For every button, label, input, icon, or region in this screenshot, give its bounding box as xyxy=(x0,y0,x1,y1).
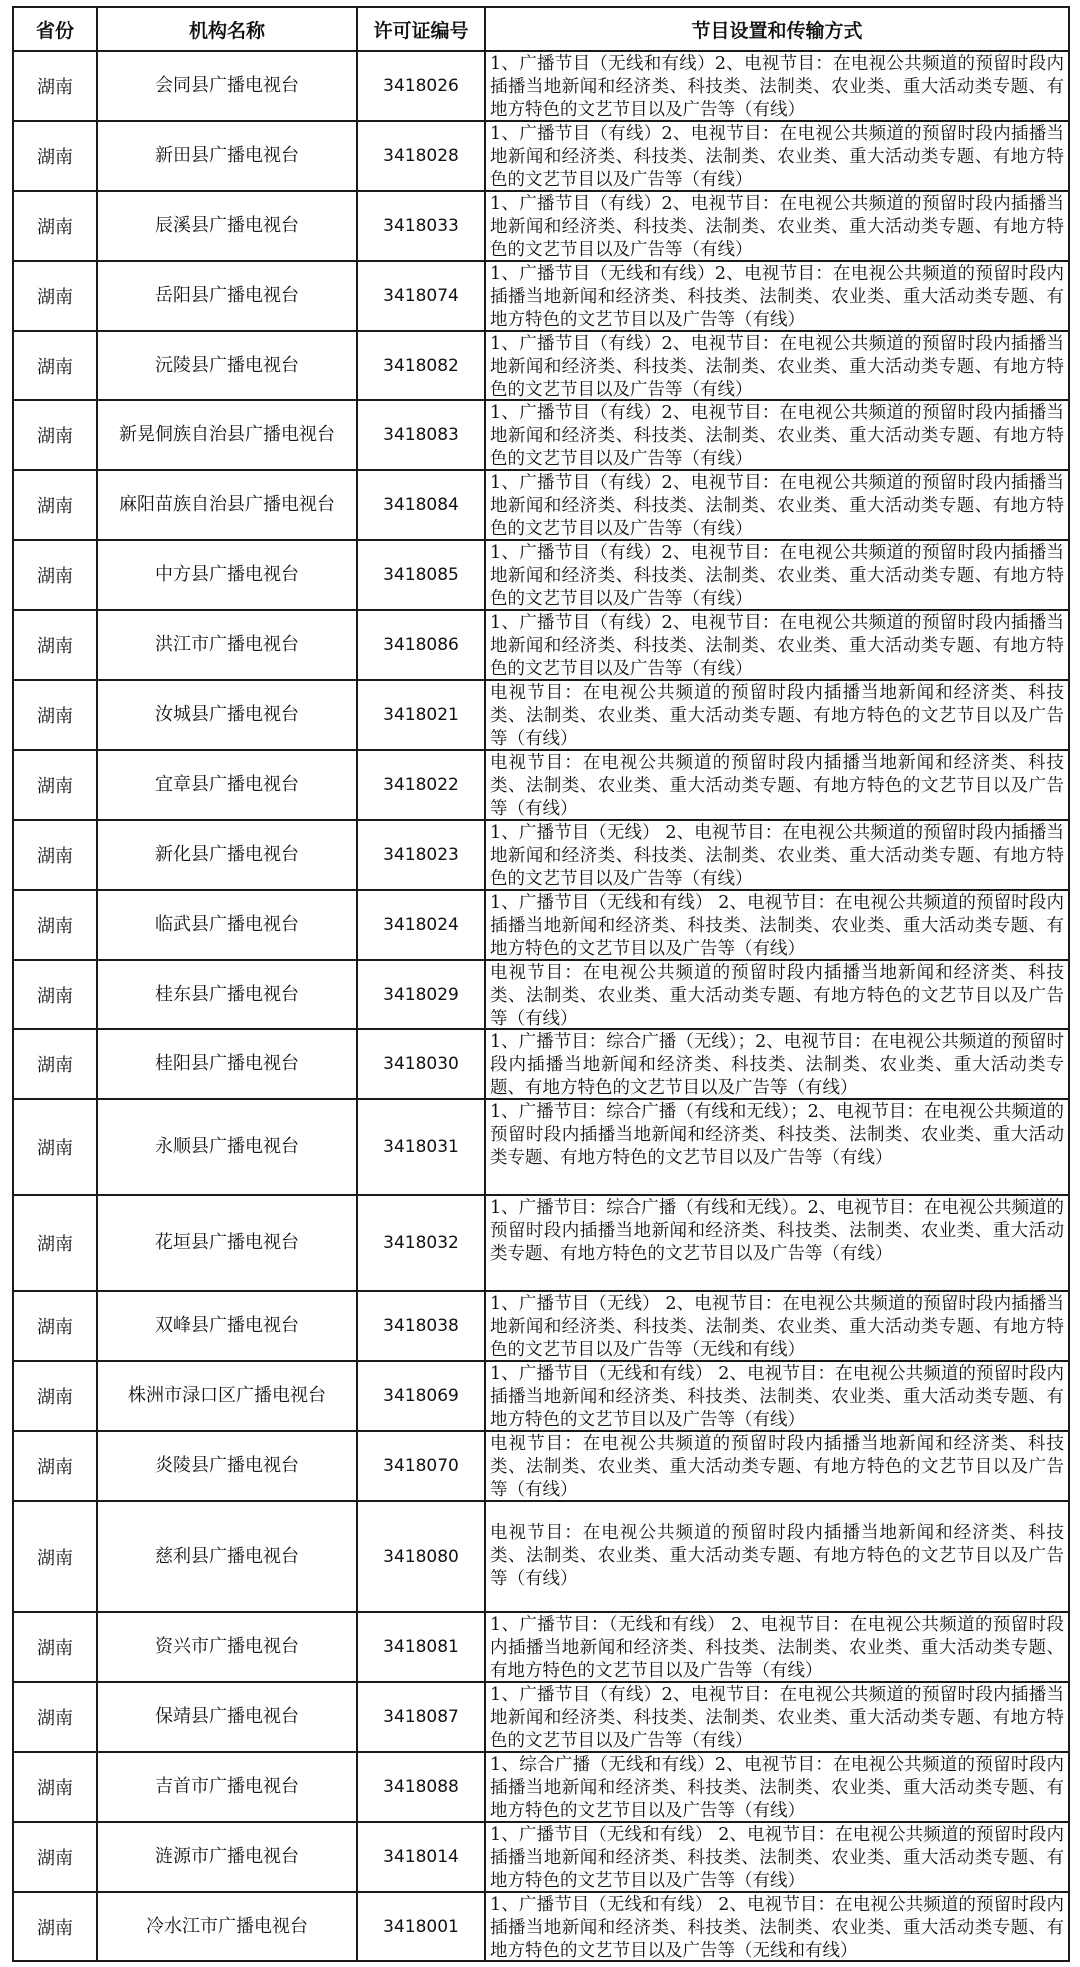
cell-program xyxy=(485,1291,1069,1361)
cell-org-name: 洪江市广播电视台 xyxy=(97,610,357,680)
program-text: 1、广播节目：综合广播（无线）；2、电视节目：在电视公共频道的预留时段内插播当地新闻和经济类、科技类、法制类、农业类、重大活动类专题、有地方特色的文艺节目以及广告等（有线） xyxy=(490,1032,1064,1098)
cell-program xyxy=(485,680,1069,750)
cell-program xyxy=(485,261,1069,331)
cell-program xyxy=(485,400,1069,470)
cell-program xyxy=(485,331,1069,401)
cell-program xyxy=(485,470,1069,540)
table-row xyxy=(13,1431,1069,1501)
cell-license-no: 3418070 xyxy=(357,1431,485,1501)
program-text: 1、广播节目（无线） 2、电视节目：在电视公共频道的预留时段内插播当地新闻和经济类、科技类、法制类、农业类、重大活动类专题、有地方特色的文艺节目以及广告等（有线） xyxy=(490,822,1064,888)
cell-org-name: 涟源市广播电视台 xyxy=(97,1822,357,1892)
cell-org-name: 桂阳县广播电视台 xyxy=(97,1029,357,1099)
cell-org-name: 资兴市广播电视台 xyxy=(97,1612,357,1682)
cell-province: 湖南 xyxy=(13,1431,97,1501)
cell-province: 湖南 xyxy=(13,890,97,960)
cell-program xyxy=(485,1501,1069,1612)
table-row xyxy=(13,1682,1069,1752)
table-row xyxy=(13,1029,1069,1099)
cell-program xyxy=(485,750,1069,820)
program-text: 1、广播节目（有线）2、电视节目：在电视公共频道的预留时段内插播当地新闻和经济类、科技类、法制类、农业类、重大活动类专题、有地方特色的文艺节目以及广告等（有线） xyxy=(490,333,1064,399)
cell-org-name: 中方县广播电视台 xyxy=(97,540,357,610)
cell-license-no: 3418026 xyxy=(357,51,485,121)
cell-province: 湖南 xyxy=(13,1029,97,1099)
program-text: 电视节目：在电视公共频道的预留时段内插播当地新闻和经济类、科技类、法制类、农业类、重大活动类专题、有地方特色的文艺节目以及广告等（有线） xyxy=(490,752,1064,818)
cell-org-name: 双峰县广播电视台 xyxy=(97,1291,357,1361)
table-row xyxy=(13,750,1069,820)
cell-program xyxy=(485,1682,1069,1752)
license-table-sheet xyxy=(12,6,1068,1962)
program-text: 1、广播节目（有线）2、电视节目：在电视公共频道的预留时段内插播当地新闻和经济类、科技类、法制类、农业类、重大活动类专题、有地方特色的文艺节目以及广告等（有线） xyxy=(490,403,1064,469)
table-row xyxy=(13,1752,1069,1822)
program-text: 1、广播节目：综合广播（有线和无线）。2、电视节目：在电视公共频道的预留时段内插播当地新闻和经济类、科技类、法制类、农业类、重大活动类专题、有地方特色的文艺节目以及广告等（有线） xyxy=(490,1198,1064,1265)
program-text: 电视节目：在电视公共频道的预留时段内插播当地新闻和经济类、科技类、法制类、农业类、重大活动类专题、有地方特色的文艺节目以及广告等（有线） xyxy=(490,682,1064,748)
table-row xyxy=(13,1291,1069,1361)
cell-license-no: 3418001 xyxy=(357,1892,485,1962)
cell-license-no: 3418085 xyxy=(357,540,485,610)
cell-license-no: 3418033 xyxy=(357,191,485,261)
program-text: 1、广播节目（有线）2、电视节目：在电视公共频道的预留时段内插播当地新闻和经济类、科技类、法制类、农业类、重大活动类专题、有地方特色的文艺节目以及广告等（有线） xyxy=(490,123,1064,189)
program-text: 电视节目：在电视公共频道的预留时段内插播当地新闻和经济类、科技类、法制类、农业类、重大活动类专题、有地方特色的文艺节目以及广告等（有线） xyxy=(490,1434,1064,1500)
cell-province: 湖南 xyxy=(13,1195,97,1291)
cell-license-no: 3418031 xyxy=(357,1099,485,1195)
license-table xyxy=(12,6,1070,1962)
table-row xyxy=(13,1612,1069,1682)
table-row xyxy=(13,1361,1069,1431)
cell-province: 湖南 xyxy=(13,400,97,470)
program-text: 1、广播节目（有线）2、电视节目：在电视公共频道的预留时段内插播当地新闻和经济类、科技类、法制类、农业类、重大活动类专题、有地方特色的文艺节目以及广告等（有线） xyxy=(490,613,1064,679)
cell-program xyxy=(485,51,1069,121)
cell-program xyxy=(485,960,1069,1030)
cell-org-name: 花垣县广播电视台 xyxy=(97,1195,357,1291)
cell-license-no: 3418029 xyxy=(357,960,485,1030)
table-row xyxy=(13,470,1069,540)
table-row xyxy=(13,1822,1069,1892)
cell-program xyxy=(485,1029,1069,1099)
header-license-no: 许可证编号 xyxy=(357,7,485,51)
program-text: 1、广播节目（无线和有线）2、电视节目：在电视公共频道的预留时段内插播当地新闻和经济类、科技类、法制类、农业类、重大活动类专题、有地方特色的文艺节目以及广告等（有线） xyxy=(490,263,1064,329)
cell-program xyxy=(485,820,1069,890)
cell-license-no: 3418022 xyxy=(357,750,485,820)
table-row xyxy=(13,540,1069,610)
cell-program xyxy=(485,1099,1069,1195)
cell-license-no: 3418087 xyxy=(357,1682,485,1752)
header-org-name: 机构名称 xyxy=(97,7,357,51)
header-program: 节目设置和传输方式 xyxy=(485,7,1069,51)
cell-province: 湖南 xyxy=(13,1501,97,1612)
cell-province: 湖南 xyxy=(13,1822,97,1892)
table-row xyxy=(13,1892,1069,1962)
cell-province: 湖南 xyxy=(13,261,97,331)
program-text: 1、广播节目（有线）2、电视节目：在电视公共频道的预留时段内插播当地新闻和经济类、科技类、法制类、农业类、重大活动类专题、有地方特色的文艺节目以及广告等（有线） xyxy=(490,1684,1064,1750)
cell-license-no: 3418028 xyxy=(357,121,485,191)
table-row xyxy=(13,1099,1069,1195)
cell-province: 湖南 xyxy=(13,750,97,820)
program-text: 1、广播节目（无线） 2、电视节目：在电视公共频道的预留时段内插播当地新闻和经济类、科技类、法制类、农业类、重大活动类专题、有地方特色的文艺节目以及广告等（无线和有线） xyxy=(490,1294,1064,1360)
cell-org-name: 会同县广播电视台 xyxy=(97,51,357,121)
program-text: 1、广播节目（无线和有线） 2、电视节目：在电视公共频道的预留时段内插播当地新闻和经济类、科技类、法制类、农业类、重大活动类专题、有地方特色的文艺节目以及广告等（无线和有线） xyxy=(490,1894,1064,1960)
cell-license-no: 3418069 xyxy=(357,1361,485,1431)
cell-province: 湖南 xyxy=(13,191,97,261)
cell-license-no: 3418014 xyxy=(357,1822,485,1892)
cell-license-no: 3418024 xyxy=(357,890,485,960)
table-row xyxy=(13,680,1069,750)
cell-org-name: 新化县广播电视台 xyxy=(97,820,357,890)
cell-program xyxy=(485,540,1069,610)
cell-license-no: 3418083 xyxy=(357,400,485,470)
table-row xyxy=(13,1195,1069,1291)
cell-province: 湖南 xyxy=(13,1361,97,1431)
cell-license-no: 3418032 xyxy=(357,1195,485,1291)
program-text: 1、广播节目（有线）2、电视节目：在电视公共频道的预留时段内插播当地新闻和经济类、科技类、法制类、农业类、重大活动类专题、有地方特色的文艺节目以及广告等（有线） xyxy=(490,193,1064,259)
table-row xyxy=(13,400,1069,470)
cell-license-no: 3418074 xyxy=(357,261,485,331)
table-row xyxy=(13,820,1069,890)
table-body xyxy=(13,51,1069,1961)
cell-province: 湖南 xyxy=(13,470,97,540)
cell-province: 湖南 xyxy=(13,1612,97,1682)
cell-license-no: 3418038 xyxy=(357,1291,485,1361)
cell-license-no: 3418021 xyxy=(357,680,485,750)
cell-org-name: 慈利县广播电视台 xyxy=(97,1501,357,1612)
cell-org-name: 保靖县广播电视台 xyxy=(97,1682,357,1752)
cell-org-name: 永顺县广播电视台 xyxy=(97,1099,357,1195)
cell-program xyxy=(485,1892,1069,1962)
table-row xyxy=(13,1501,1069,1612)
cell-org-name: 临武县广播电视台 xyxy=(97,890,357,960)
header-province: 省份 xyxy=(13,7,97,51)
cell-org-name: 岳阳县广播电视台 xyxy=(97,261,357,331)
cell-org-name: 麻阳苗族自治县广播电视台 xyxy=(97,470,357,540)
program-text: 1、广播节目（无线和有线）2、电视节目：在电视公共频道的预留时段内插播当地新闻和经济类、科技类、法制类、农业类、重大活动类专题、有地方特色的文艺节目以及广告等（有线） xyxy=(490,53,1064,119)
cell-province: 湖南 xyxy=(13,121,97,191)
cell-license-no: 3418082 xyxy=(357,331,485,401)
cell-province: 湖南 xyxy=(13,680,97,750)
cell-program xyxy=(485,121,1069,191)
cell-org-name: 宜章县广播电视台 xyxy=(97,750,357,820)
cell-province: 湖南 xyxy=(13,1752,97,1822)
cell-province: 湖南 xyxy=(13,1682,97,1752)
cell-province: 湖南 xyxy=(13,610,97,680)
table-header-row xyxy=(13,7,1069,51)
cell-program xyxy=(485,1612,1069,1682)
cell-org-name: 沅陵县广播电视台 xyxy=(97,331,357,401)
cell-org-name: 炎陵县广播电视台 xyxy=(97,1431,357,1501)
cell-program xyxy=(485,1361,1069,1431)
program-text: 电视节目：在电视公共频道的预留时段内插播当地新闻和经济类、科技类、法制类、农业类、重大活动类专题、有地方特色的文艺节目以及广告等（有线） xyxy=(490,1523,1064,1590)
cell-license-no: 3418086 xyxy=(357,610,485,680)
cell-org-name: 吉首市广播电视台 xyxy=(97,1752,357,1822)
program-text: 1、广播节目：（无线和有线） 2、电视节目：在电视公共频道的预留时段内插播当地新闻和经济类、科技类、法制类、农业类、重大活动类专题、有地方特色的文艺节目以及广告等（有线） xyxy=(490,1614,1064,1680)
program-text: 1、广播节目（无线和有线） 2、电视节目：在电视公共频道的预留时段内插播当地新闻和经济类、科技类、法制类、农业类、重大活动类专题、有地方特色的文艺节目以及广告等（有线） xyxy=(490,1824,1064,1890)
table-row xyxy=(13,121,1069,191)
program-text: 电视节目：在电视公共频道的预留时段内插播当地新闻和经济类、科技类、法制类、农业类、重大活动类专题、有地方特色的文艺节目以及广告等（有线） xyxy=(490,962,1064,1028)
program-text: 1、广播节目（无线和有线） 2、电视节目：在电视公共频道的预留时段内插播当地新闻和经济类、科技类、法制类、农业类、重大活动类专题、有地方特色的文艺节目以及广告等（有线） xyxy=(490,892,1064,958)
cell-program xyxy=(485,1822,1069,1892)
cell-province: 湖南 xyxy=(13,960,97,1030)
cell-program xyxy=(485,1431,1069,1501)
cell-org-name: 汝城县广播电视台 xyxy=(97,680,357,750)
table-row xyxy=(13,890,1069,960)
cell-org-name: 新晃侗族自治县广播电视台 xyxy=(97,400,357,470)
cell-license-no: 3418023 xyxy=(357,820,485,890)
table-row xyxy=(13,51,1069,121)
cell-program xyxy=(485,890,1069,960)
cell-license-no: 3418081 xyxy=(357,1612,485,1682)
table-row xyxy=(13,331,1069,401)
table-row xyxy=(13,610,1069,680)
cell-program xyxy=(485,1195,1069,1291)
cell-province: 湖南 xyxy=(13,51,97,121)
cell-province: 湖南 xyxy=(13,1892,97,1962)
cell-license-no: 3418084 xyxy=(357,470,485,540)
cell-province: 湖南 xyxy=(13,540,97,610)
program-text: 1、综合广播（无线和有线）2、电视节目：在电视公共频道的预留时段内插播当地新闻和经济类、科技类、法制类、农业类、重大活动类专题、有地方特色的文艺节目以及广告等（有线） xyxy=(490,1754,1064,1820)
program-text: 1、广播节目（有线）2、电视节目：在电视公共频道的预留时段内插播当地新闻和经济类、科技类、法制类、农业类、重大活动类专题、有地方特色的文艺节目以及广告等（有线） xyxy=(490,543,1064,609)
cell-province: 湖南 xyxy=(13,1291,97,1361)
cell-province: 湖南 xyxy=(13,820,97,890)
cell-program xyxy=(485,1752,1069,1822)
cell-org-name: 株洲市渌口区广播电视台 xyxy=(97,1361,357,1431)
program-text: 1、广播节目（无线和有线） 2、电视节目：在电视公共频道的预留时段内插播当地新闻和经济类、科技类、法制类、农业类、重大活动类专题、有地方特色的文艺节目以及广告等（有线） xyxy=(490,1364,1064,1430)
cell-license-no: 3418030 xyxy=(357,1029,485,1099)
table-row xyxy=(13,191,1069,261)
cell-license-no: 3418088 xyxy=(357,1752,485,1822)
table-row xyxy=(13,960,1069,1030)
cell-org-name: 桂东县广播电视台 xyxy=(97,960,357,1030)
cell-program xyxy=(485,610,1069,680)
cell-province: 湖南 xyxy=(13,1099,97,1195)
table-row xyxy=(13,261,1069,331)
program-text: 1、广播节目：综合广播（有线和无线）；2、电视节目：在电视公共频道的预留时段内插播当地新闻和经济类、科技类、法制类、农业类、重大活动类专题、有地方特色的文艺节目以及广告等（有线） xyxy=(490,1102,1064,1169)
cell-license-no: 3418080 xyxy=(357,1501,485,1612)
program-text: 1、广播节目（有线）2、电视节目：在电视公共频道的预留时段内插播当地新闻和经济类、科技类、法制类、农业类、重大活动类专题、有地方特色的文艺节目以及广告等（有线） xyxy=(490,473,1064,539)
cell-org-name: 冷水江市广播电视台 xyxy=(97,1892,357,1962)
cell-org-name: 辰溪县广播电视台 xyxy=(97,191,357,261)
cell-program xyxy=(485,191,1069,261)
cell-province: 湖南 xyxy=(13,331,97,401)
cell-org-name: 新田县广播电视台 xyxy=(97,121,357,191)
